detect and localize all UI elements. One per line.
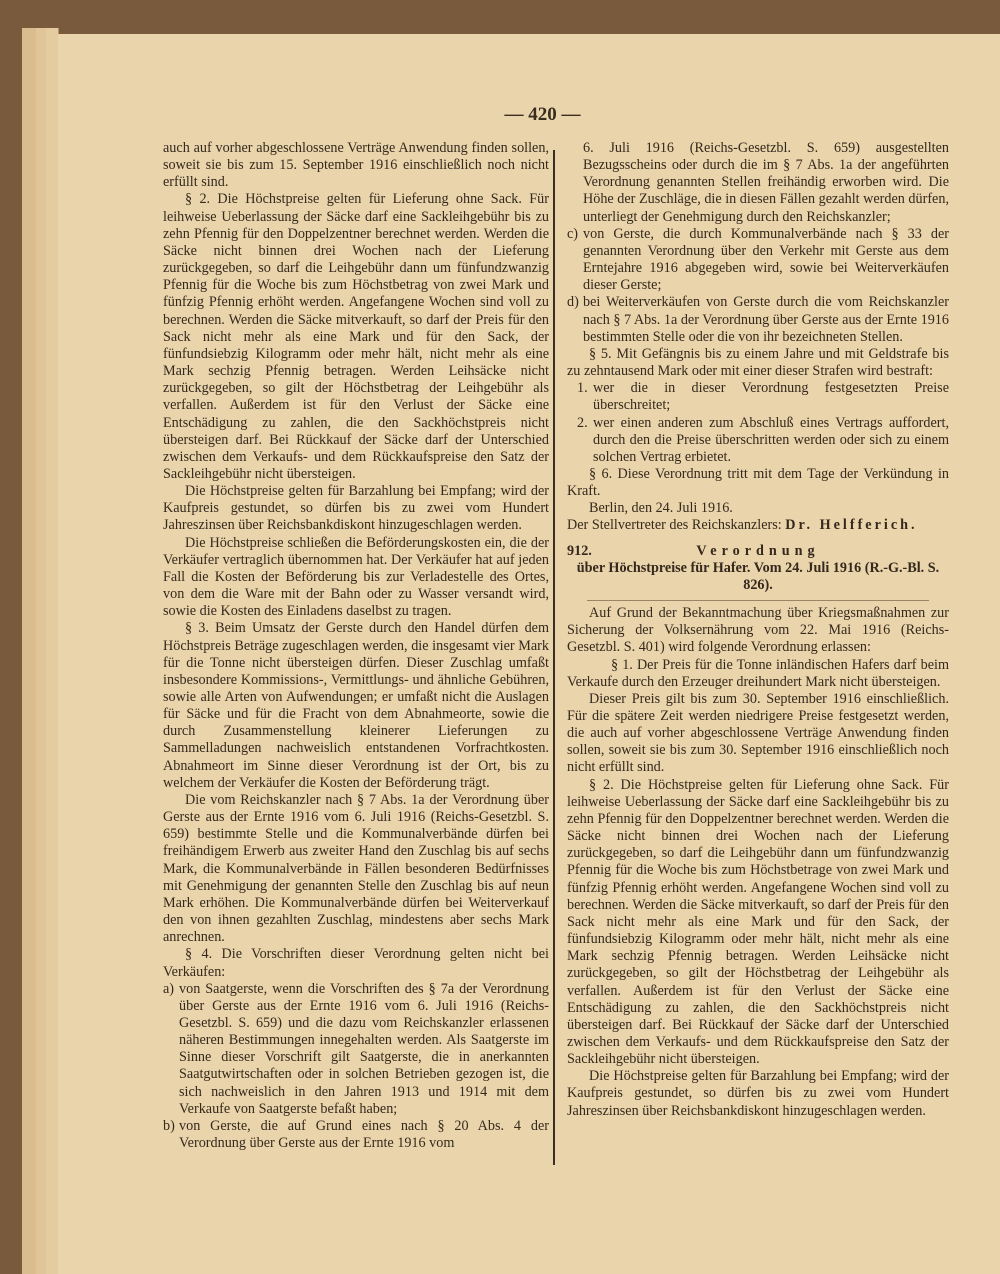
section-number: 912. xyxy=(567,542,592,559)
paragraph: Die Höchstpreise gelten für Barzahlung bei Empfang; wird der Kaufpreis gestundet, so dürfen bis zu zwei vom Hundert Jahreszinsen über Reichsbankdiskont hinzugeschlagen werden. xyxy=(163,483,549,534)
paragraph: § 3. Beim Umsatz der Gerste durch den Handel dürfen dem Höchstpreis Beträge zugeschlagen werden, die insgesamt vier Mark für die Tonne nicht übersteigen dürfen. Dieser Zuschlag umfaßt insbesondere Kommissions-, Vermittlungs- und ähnliche Gebühren, sowie alle Arten von Aufwendungen; er umfaßt nicht die Auslagen für Säcke und für die Fracht von dem Abnahmeorte, sowie die durch Zusammenstellung kleinerer Lieferungen zu Sammelladungen nachweislich entstandenen Vorfrachtkosten. Abnahmeort im Sinne dieser Verordnung ist der Ort, bis zu welchem der Verkäufer die Kosten der Beförderung trägt. xyxy=(163,620,549,791)
signature-name: Dr. Helfferich. xyxy=(785,517,918,534)
list-item xyxy=(567,226,949,295)
list-item xyxy=(567,415,949,466)
section-subtitle: über Höchstpreise für Hafer. Vom 24. Juli 1916 (R.-G.-Bl. S. 826). xyxy=(576,559,940,593)
item-text: von Gerste, die auf Grund eines nach § 20 Abs. 4 der Verordnung über Gerste aus der Ernte 1916 vom xyxy=(179,1117,549,1152)
section-heading xyxy=(567,543,949,560)
item-text: wer einen anderen zum Abschluß eines Vertrags auffordert, durch den die Preise überschritten werden oder sich zu einem solchen Vertrag erbietet. xyxy=(593,414,949,465)
item-label: c) xyxy=(567,225,579,242)
item-text: von Saatgerste, wenn die Vorschriften des § 7a der Verordnung über Gerste aus der Ernte 1916 vom 6. Juli 1916 (Reichs-Gesetzbl. S. 659) und die dazu vom Reichskanzler erlassenen näheren Bestimmungen innegehalten werden. Als Saatgerste im Sinne dieser Vorschrift gilt Saatgerste, die in anerkannten Saatgutwirtschaften oder in solchen Betrieben gezogen ist, die sich nachweislich in den Jahren 1913 und 1914 mit dem Verkaufe von Saatgerste befaßt haben; xyxy=(179,980,549,1117)
item-text: von Gerste, die durch Kommunalverbände nach § 33 der genannten Verordnung über den Verkehr mit Gerste aus dem Erntejahre 1916 abgegeben wird, sowie bei Weiterverkäufen dieser Gerste; xyxy=(583,225,949,294)
paragraph: § 4. Die Vorschriften dieser Verordnung gelten nicht bei Verkäufen: xyxy=(163,946,549,980)
page-number: — 420 — xyxy=(504,104,581,125)
paragraph: Die Höchstpreise gelten für Barzahlung bei Empfang; wird der Kaufpreis gestundet, so dürfen bis zu zwei vom Hundert Jahreszinsen über Reichsbankdiskont hinzugeschlagen werden. xyxy=(567,1068,949,1119)
paragraph: § 1. Der Preis für die Tonne inländischen Hafers darf beim Verkaufe durch den Erzeuger dreihundert Mark nicht übersteigen. xyxy=(567,656,949,690)
paragraph: auch auf vorher abgeschlossene Verträge Anwendung finden sollen, soweit sie bis zum 15. September 1916 einschließlich noch nicht erfüllt sind. xyxy=(163,140,549,191)
item-text: 6. Juli 1916 (Reichs-Gesetzbl. S. 659) ausgestellten Bezugsscheins oder durch die im § 7 Abs. 1a der angeführten Verordnung genannten Stellen freihändig erworben wird. Die Höhe der Zuschläge, die in diesen Fällen gezahlt werden dürfen, unterliegt der Genehmigung durch den Reichskanzler; xyxy=(583,140,949,225)
signature-prefix: Der Stellvertreter des Reichskanzlers: xyxy=(567,517,786,534)
item-label: d) xyxy=(567,294,579,311)
item-text: bei Weiterverkäufen von Gerste durch die vom Reichskanzler nach § 7 Abs. 1a der Verordnung über Gerste aus der Ernte 1916 bestimmten Stelle oder die von ihr bezeichneten Stellen. xyxy=(583,294,949,345)
paragraph: § 2. Die Höchstpreise gelten für Lieferung ohne Sack. Für leihweise Ueberlassung der Säcke darf eine Sackleihgebühr bis zu zehn Pfennig für den Doppelzentner berechnet werden. Werden die Säcke nicht binnen drei Wochen nach der Lieferung zurückgegeben, so darf die Leihgebühr dann um fünfundzwanzig Pfennig für die Woche bis zum Höchstbetrage von zwei Mark und fünfzig Pfennig erhöht werden. Angefangene Wochen sind voll zu berechnen. Werden die Säcke mitverkauft, so darf der Preis für den Sack nicht mehr als eine Mark und für den Sack, der fünfundsiebzig Kilogramm oder mehr hält, nicht mehr als eine Mark sechzig Pfennig betragen. Werden Leihsäcke nicht zurückgegeben, so gilt der Höchstbetrag der Leihgebühr als verfallen. Außerdem ist für den Verlust der Säcke eine Entschädigung zu zahlen, die den Sackhöchstpreis nicht übersteigen darf. Bei Rückkauf der Säcke darf der Unterschied zwischen dem Verkaufs- und dem Rückkaufspreise den Satz der Sackleihgebühr nicht übersteigen. xyxy=(567,776,949,1068)
list-item xyxy=(567,380,949,414)
section-title: Verordnung xyxy=(696,542,820,559)
item-label: 2. xyxy=(577,414,588,431)
column-divider xyxy=(553,150,555,1165)
list-item xyxy=(163,981,549,1118)
paragraph: § 6. Diese Verordnung tritt mit dem Tage der Verkündung in Kraft. xyxy=(567,465,949,500)
paragraph: Dieser Preis gilt bis zum 30. September 1916 einschließlich. Für die spätere Zeit werden niedrigere Preise festgesetzt werden, die auch auf vorher abgeschlossene Verträge Anwendung finden sollen, soweit sie bis zum 30. September 1916 einschließlich noch nicht erfüllt sind. xyxy=(567,690,949,776)
divider xyxy=(587,600,929,601)
left-column xyxy=(163,140,549,1170)
item-text: wer die in dieser Verordnung festgesetzten Preise überschreitet; xyxy=(593,380,949,414)
page-edge xyxy=(22,28,37,1274)
paragraph: § 2. Die Höchstpreise gelten für Lieferung ohne Sack. Für leihweise Ueberlassung der Säcke darf eine Sackleihgebühr bis zu zehn Pfennig für den Doppelzentner berechnet werden. Werden die Säcke nicht binnen drei Wochen nach der Lieferung zurückgegeben, so darf die Leihgebühr dann um fünfundzwanzig Pfennig für die Woche bis zum Höchstbetrag von zwei Mark und fünfzig Pfennig erhöht werden. Angefangene Wochen sind voll zu berechnen. Werden die Säcke mitverkauft, so darf der Preis für den Sack nicht mehr als eine Mark und für den Sack, der fünfundsiebzig Kilogramm oder mehr hält, nicht mehr als eine Mark sechzig Pfennig betragen. Werden Leihsäcke nicht zurückgegeben, so gilt der Höchstbetrag der Leihgebühr als verfallen. Außerdem ist für den Verlust der Säcke eine Entschädigung zu zahlen, die den Sackhöchstpreis nicht übersteigen darf. Bei Rückkauf der Säcke darf der Unterschied zwischen dem Verkaufs- und dem Rückkaufspreise den Satz der Sackleihgebühr nicht übersteigen. xyxy=(163,191,549,482)
item-label: b) xyxy=(163,1117,175,1134)
paragraph: Die Höchstpreise schließen die Beförderungskosten ein, die der Verkäufer vertraglich übernommen hat. Der Verkäufer hat auf jeden Fall die Kosten der Beförderung bis zur Verladestelle des Ortes, von dem die Ware mit der Bahn oder zu Wasser versandt wird, sowie die Kosten des Einladens daselbst zu tragen. xyxy=(163,534,549,620)
item-label: 1. xyxy=(577,380,588,397)
item-label: a) xyxy=(163,980,175,997)
list-item xyxy=(163,1118,549,1152)
list-item xyxy=(567,294,949,345)
paragraph: Auf Grund der Bekanntmachung über Kriegsmaßnahmen zur Sicherung der Volksernährung vom 22. Mai 1916 (Reichs-Gesetzbl. S. 401) wird folgende Verordnung erlassen: xyxy=(567,605,949,656)
right-column xyxy=(567,140,949,1170)
paragraph: Die vom Reichskanzler nach § 7 Abs. 1a der Verordnung über Gerste aus der Ernte 1916 vom 6. Juli 1916 (Reichs-Gesetzbl. S. 659) bestimmte Stelle und die Kommunalverbände dürfen bei freihändigem Erwerb aus zweiter Hand den Zuschlag bis auf sechs Mark, die Kommunalverbände in Fällen besonderen Bedürfnisses mit Genehmigung der genannten Stelle den Zuschlag bis auf neun Mark erhöhen. Die Kommunalverbände dürfen bei Weiterverkauf den von ihnen gezahlten Zuschlag, mindestens aber sechs Mark anrechnen. xyxy=(163,791,549,946)
paragraph: § 5. Mit Gefängnis bis zu einem Jahre und mit Geldstrafe bis zu zehntausend Mark oder mit einer dieser Strafen wird bestraft: xyxy=(567,345,949,380)
list-item xyxy=(567,140,949,226)
place-date: Berlin, den 24. Juli 1916. xyxy=(589,500,733,517)
signature-line xyxy=(567,517,949,534)
